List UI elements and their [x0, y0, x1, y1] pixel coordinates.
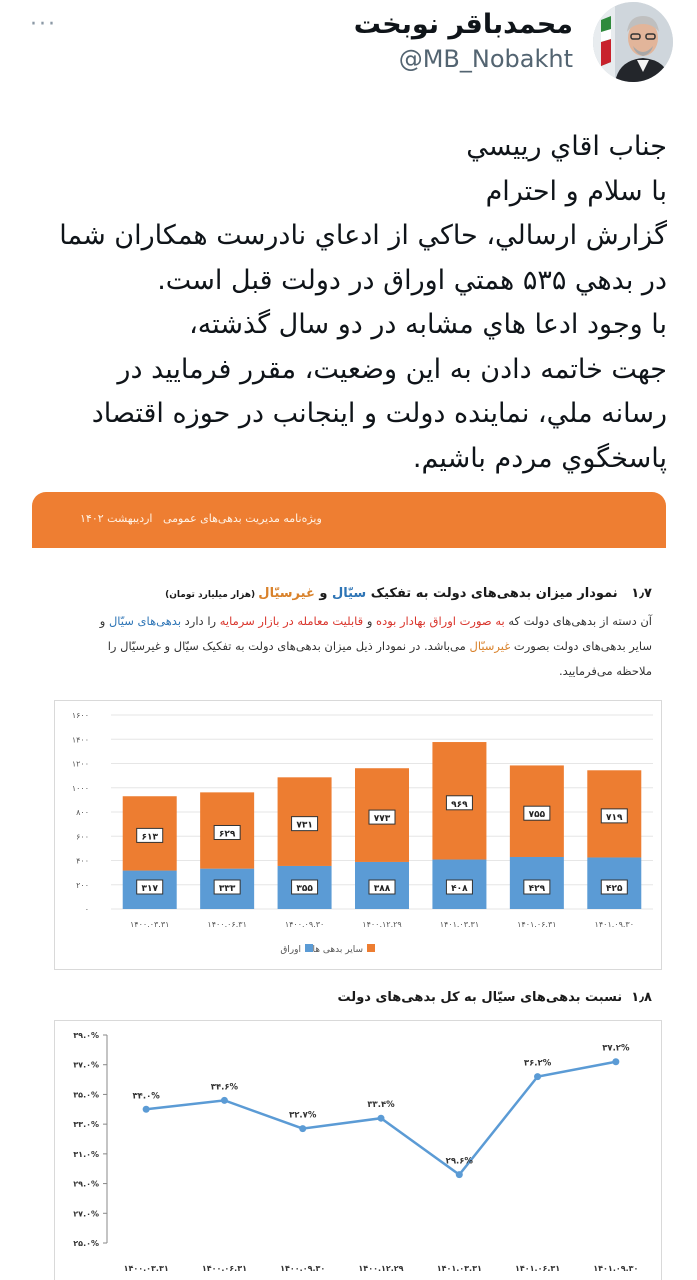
- data-label: ۳۱۷: [141, 884, 158, 894]
- data-label: ۷۷۳: [373, 814, 391, 825]
- data-label: ۳۳.۴%: [367, 1100, 395, 1111]
- y-tick-label: ۰: [84, 905, 89, 914]
- x-tick-label: ۱۴۰۱.۰۹.۳۰: [593, 1264, 639, 1273]
- tweet-header: [0, 0, 697, 100]
- line-chart-box: [54, 1020, 662, 1280]
- bar-chart-box: [54, 700, 662, 970]
- y-tick-label: ۱۰۰۰: [71, 783, 89, 793]
- legend-swatch: [367, 944, 375, 952]
- data-label: ۳۶.۲%: [523, 1058, 552, 1069]
- x-tick-label: ۱۴۰۰.۰۹.۳۰: [280, 1264, 326, 1273]
- y-tick-label: ۸۰۰: [76, 808, 89, 817]
- data-label: ۴۲۵: [606, 884, 623, 894]
- data-point: [612, 1058, 619, 1065]
- data-label: ۴۲۹: [528, 884, 546, 894]
- tweet-line: رسانه ملي، نماينده دولت و اينجانب در حوزه اقتصاد: [91, 398, 667, 429]
- user-handle[interactable]: @MB_Nobakht: [398, 45, 573, 73]
- x-tick-label: ۱۴۰۱.۰۶.۳۱: [515, 1264, 561, 1273]
- data-point: [456, 1171, 463, 1178]
- y-tick-label: ۲۷.۰%: [73, 1209, 99, 1219]
- y-tick-label: ۱۲۰۰: [71, 759, 89, 769]
- y-tick-label: ۲۰۰: [76, 880, 89, 890]
- y-tick-label: ۳۳.۰%: [73, 1120, 99, 1130]
- banner-date: اردیبهشت ۱۴۰۲: [80, 512, 153, 525]
- tweet-line: پاسخگوي مردم باشيم.: [412, 442, 667, 474]
- data-point: [299, 1125, 306, 1132]
- data-label: ۴۰۸: [451, 884, 468, 894]
- x-tick-label: ۱۴۰۰.۱۲.۲۹: [362, 920, 402, 929]
- document-banner: [32, 492, 666, 548]
- data-label: ۶۲۹: [218, 829, 236, 840]
- line-chart: [55, 1021, 661, 1280]
- legend-label: اوراق: [280, 945, 301, 955]
- tweet-text: [27, 125, 667, 481]
- tweet-line: در بدهي ۵۳۵ همتي اوراق در دولت قبل است.: [157, 264, 667, 296]
- data-point: [143, 1106, 150, 1113]
- y-tick-label: ۴۰۰: [76, 856, 89, 866]
- y-tick-label: ۶۰۰: [76, 832, 89, 842]
- data-label: ۲۹.۶%: [445, 1156, 473, 1167]
- y-tick-label: ۳۹.۰%: [73, 1031, 99, 1040]
- y-tick-label: ۳۱.۰%: [73, 1149, 99, 1159]
- data-label: ۹۶۹: [451, 799, 468, 810]
- data-label: ۳۳۳: [218, 884, 236, 894]
- legend-swatch: [305, 944, 313, 952]
- avatar[interactable]: [593, 2, 673, 82]
- data-label: ۷۳۱: [296, 820, 313, 831]
- tweet-line: جهت خاتمه دادن به اين وضعيت، مقرر فرماييد در: [117, 353, 667, 385]
- x-tick-label: ۱۴۰۰.۰۶.۳۱: [207, 920, 247, 929]
- data-label: ۷۱۹: [606, 812, 623, 823]
- data-label: ۷۵۵: [528, 810, 546, 821]
- data-label: ۳۴.۶%: [210, 1082, 239, 1093]
- tweet-media-image[interactable]: [32, 492, 666, 1280]
- legend-label: سایر بدهی ها: [312, 945, 363, 955]
- tweet-line: جناب اقاي رييسي: [466, 131, 667, 162]
- stacked-bar-chart: [55, 701, 661, 969]
- y-tick-label: ۲۵.۰%: [73, 1239, 99, 1248]
- banner-title: ویژه‌نامه مدیریت بدهی‌های عمومی اردیبهشت ۱۴۰۲: [80, 512, 322, 525]
- x-tick-label: ۱۴۰۱.۰۹.۳۰: [594, 920, 635, 929]
- data-label: ۳۷.۲%: [602, 1043, 630, 1054]
- x-tick-label: ۱۴۰۰.۰۳.۳۱: [123, 1264, 169, 1273]
- data-point: [378, 1115, 385, 1122]
- y-tick-label: ۳۵.۰%: [73, 1090, 99, 1100]
- section-title-debts: ۱٫۷ نمودار میزان بدهی‌های دولت به تفکیک سیّال و غیرسیّال (هزار میلیارد تومان): [165, 586, 652, 601]
- tweet-line: با سلام و احترام: [485, 175, 667, 207]
- data-label: ۳۲.۷%: [289, 1110, 317, 1121]
- data-point: [534, 1073, 541, 1080]
- avatar-portrait-icon: [593, 2, 673, 82]
- data-point: [221, 1097, 228, 1104]
- x-tick-label: ۱۴۰۰.۱۲.۲۹: [358, 1264, 404, 1273]
- x-tick-label: ۱۴۰۱.۰۶.۳۱: [517, 920, 557, 929]
- x-tick-label: ۱۴۰۱.۰۳.۳۱: [439, 920, 480, 929]
- x-tick-label: ۱۴۰۰.۰۳.۳۱: [129, 920, 170, 929]
- data-label: ۶۱۳: [141, 832, 158, 843]
- tweet-line: با وجود ادعا هاي مشابه در دو سال گذشته،: [189, 309, 667, 340]
- x-tick-label: ۱۴۰۰.۰۶.۳۱: [201, 1264, 247, 1273]
- data-label: ۳۵۵: [296, 884, 313, 894]
- display-name[interactable]: محمدباقر نوبخت: [353, 9, 573, 40]
- section-title-ratio: ۱٫۸ نسبت بدهی‌های سیّال به کل بدهی‌های دولت: [337, 990, 652, 1005]
- y-tick-label: ۳۷.۰%: [73, 1060, 99, 1070]
- data-label: ۳۴.۰%: [132, 1091, 160, 1102]
- section-paragraph: آن دسته از بدهی‌های دولت که به صورت اوراق بهادار بوده و قابلیت معامله در بازار سرمایه را دارد بدهی‌های سیّال و سایر بدهی‌های دولت بصورت غیرسیّال می‌باشد. در نمودار ذیل میزان بدهی‌های دولت به تفکیک سیّال و غیرسیّال را ملاحظه می‌فرمایید.: [99, 614, 652, 678]
- y-tick-label: ۲۹.۰%: [73, 1179, 99, 1189]
- more-options-icon[interactable]: ···: [30, 12, 57, 37]
- x-tick-label: ۱۴۰۰.۰۹.۳۰: [284, 920, 325, 929]
- data-label: ۳۸۸: [373, 884, 391, 894]
- y-tick-label: ۱۶۰۰: [71, 711, 89, 720]
- author-names: [354, 8, 573, 76]
- x-tick-label: ۱۴۰۱.۰۳.۳۱: [436, 1264, 482, 1273]
- y-tick-label: ۱۴۰۰: [71, 735, 89, 745]
- tweet-line: گزارش ارسالي، حاکي از ادعاي نادرست همکاران شما: [59, 220, 667, 251]
